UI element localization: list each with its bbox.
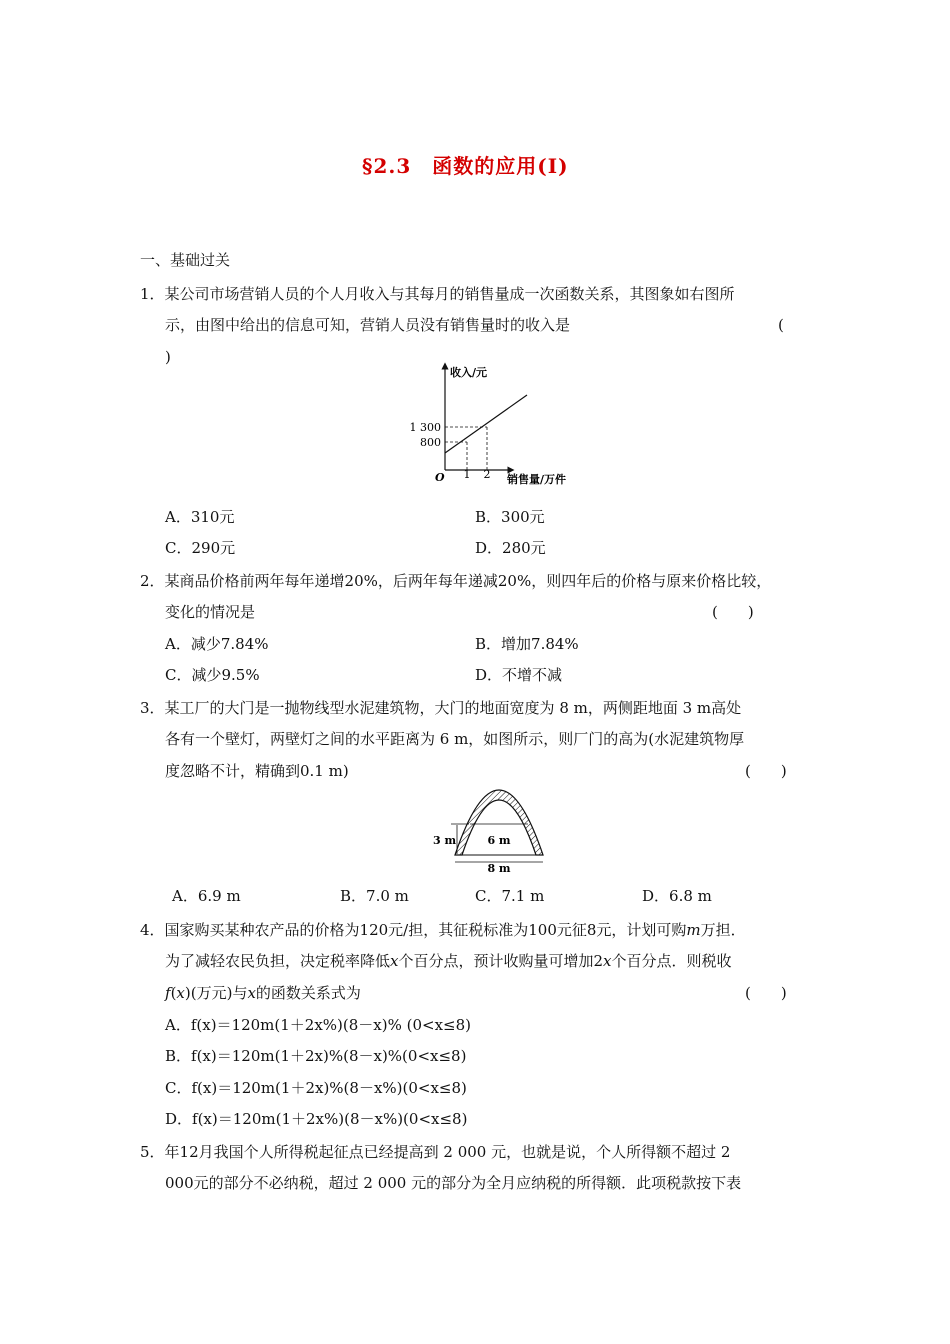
q3-option-c: C．7.1 m [475, 887, 545, 905]
q4-option-c: C．f(x)＝120m(1＋2x)%(8－x%)(0<x≤8) [165, 1079, 467, 1097]
q3-bottom-label: 8 m [487, 862, 511, 875]
q4-option-a: A．f(x)＝120m(1＋2x%)(8－x)% (0<x≤8) [165, 1016, 472, 1034]
q1-line1: 1．某公司市场营销人员的个人月收入与其每月的销售量成一次函数关系，其图象如右图所 [140, 285, 735, 303]
q1-xtick-1: 1 [463, 468, 471, 481]
q1-income-line [445, 395, 527, 453]
q3-gate-diagram [425, 776, 555, 876]
q3-line3: 度忽略不计，精确到0.1 m) [165, 762, 349, 780]
page-title: §2.3 函数的应用(Ⅰ) [362, 154, 569, 178]
q1-paren-open: ( [778, 316, 784, 334]
q5-line1: 5．年12月我国个人所得税起征点已经提高到 2 000 元，也就是说，个人所得额不超过 2 [140, 1143, 731, 1161]
q4-option-d: D．f(x)＝120m(1＋2x%)(8－x%)(0<x≤8) [165, 1110, 468, 1128]
q1-xtick-2: 2 [483, 468, 491, 481]
q1-ytick-1300: 1 300 [409, 421, 441, 434]
q2-line1: 2．某商品价格前两年每年递增20%，后两年每年递减20%，则四年后的价格与原来价格比较， [140, 572, 772, 590]
q3-line1: 3．某工厂的大门是一抛物线型水泥建筑物，大门的地面宽度为 8 m，两侧距地面 3 m高处 [140, 699, 742, 717]
q3-paren: ( ) [745, 762, 787, 780]
section-heading: 一、基础过关 [140, 251, 231, 269]
q3-left-label: 3 m [433, 834, 457, 847]
q4-line3: f(x)(万元)与x的函数关系式为 [165, 984, 361, 1002]
q5-line2: 000元的部分不必纳税，超过 2 000 元的部分为全月应纳税的所得额．此项税款按下表 [165, 1174, 742, 1192]
q4-option-b: B．f(x)＝120m(1＋2x)%(8－x)%(0<x≤8) [165, 1047, 467, 1065]
q3-option-a: A．6.9 m [172, 887, 241, 905]
q2-option-c: C．减少9.5% [165, 666, 260, 684]
q1-option-a: A．310元 [165, 508, 235, 526]
q2-paren: ( ) [712, 603, 754, 621]
q1-origin: O [435, 471, 445, 484]
q1-xlabel: 销售量/万件 [507, 473, 567, 486]
q3-option-b: B．7.0 m [340, 887, 409, 905]
q3-mid-label: 6 m [487, 834, 511, 847]
q2-option-d: D．不增不减 [475, 666, 563, 684]
q3-option-d: D．6.8 m [642, 887, 712, 905]
q1-ytick-800: 800 [420, 436, 441, 449]
q1-ylabel: 收入/元 [450, 366, 488, 379]
q1-line2: 示，由图中给出的信息可知，营销人员没有销售量时的收入是 [165, 316, 571, 334]
q4-line2: 为了减轻农民负担，决定税率降低x个百分点，预计收购量可增加2x个百分点．则税收 [165, 952, 732, 970]
q1-income-chart [405, 360, 605, 490]
q1-paren-close: ) [165, 348, 171, 366]
q4-line1: 4．国家购买某种农产品的价格为120元/担，其征税标准为100元征8元，计划可购m万担． [140, 921, 746, 939]
q1-option-d: D．280元 [475, 539, 546, 557]
q4-paren: ( ) [745, 984, 787, 1002]
q1-option-c: C．290元 [165, 539, 236, 557]
q1-option-b: B．300元 [475, 508, 545, 526]
q2-line2: 变化的情况是 [165, 603, 256, 621]
q2-option-b: B．增加7.84% [475, 635, 579, 653]
q3-line2: 各有一个壁灯，两壁灯之间的水平距离为 6 m，如图所示，则厂门的高为(水泥建筑物厚 [165, 730, 745, 748]
q2-option-a: A．减少7.84% [165, 635, 269, 653]
